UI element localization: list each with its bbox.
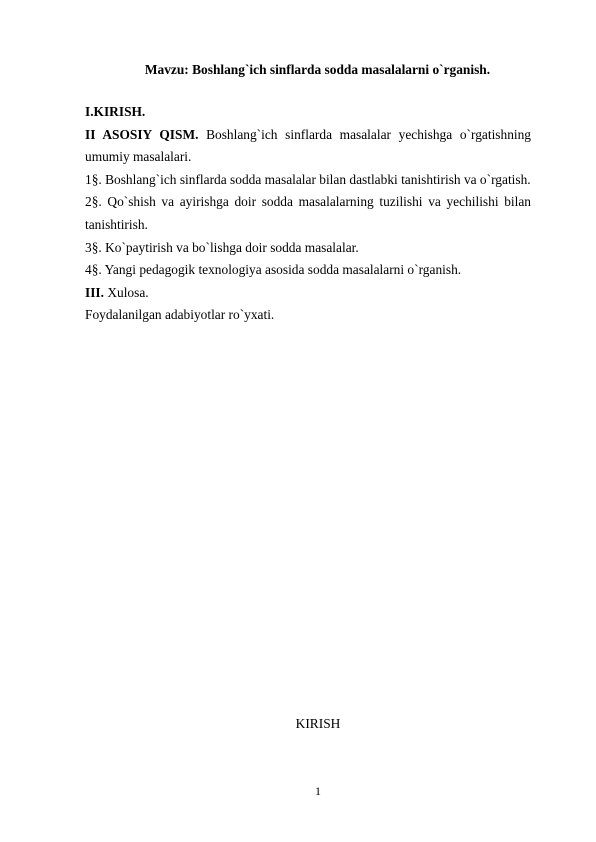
toc-main-text: Boshlang`ich sinflarda masalalar yechishga o`rgatishning umumiy masalalari.	[85, 126, 531, 165]
toc-main-label: II ASOSIY QISM.	[85, 126, 199, 142]
toc-conclusion	[85, 282, 531, 305]
toc-section-3: 3§. Ko`paytirish va bo`lishga doir sodda masalalar.	[85, 239, 359, 255]
toc-references: Foydalanilgan adabiyotlar ro`yxati.	[85, 307, 275, 323]
toc-section-4: 4§. Yangi pedagogik texnologiya asosida sodda masalalarni o`rganish.	[85, 262, 462, 278]
toc-conclusion-label: III.	[85, 284, 104, 300]
toc-section-2: 2§. Qo`shish va ayirishga doir sodda masalalarning tuzilishi va yechilishi bilan tanishtirish.	[85, 194, 531, 232]
toc-section-1: 1§. Boshlang`ich sinflarda sodda masalalar bilan dastlabki tanishtirish va o`rgatish.	[85, 171, 531, 187]
table-of-contents	[85, 101, 531, 327]
toc-main-part	[85, 124, 531, 169]
toc-intro: I.KIRISH.	[85, 104, 146, 119]
toc-conclusion-text: Xulosa.	[103, 284, 149, 300]
section-heading: KIRISH	[295, 716, 341, 731]
document-title: Mavzu: Boshlang`ich sinflarda sodda masalalarni o`rganish.	[144, 62, 491, 77]
page-number: 1	[315, 784, 321, 798]
